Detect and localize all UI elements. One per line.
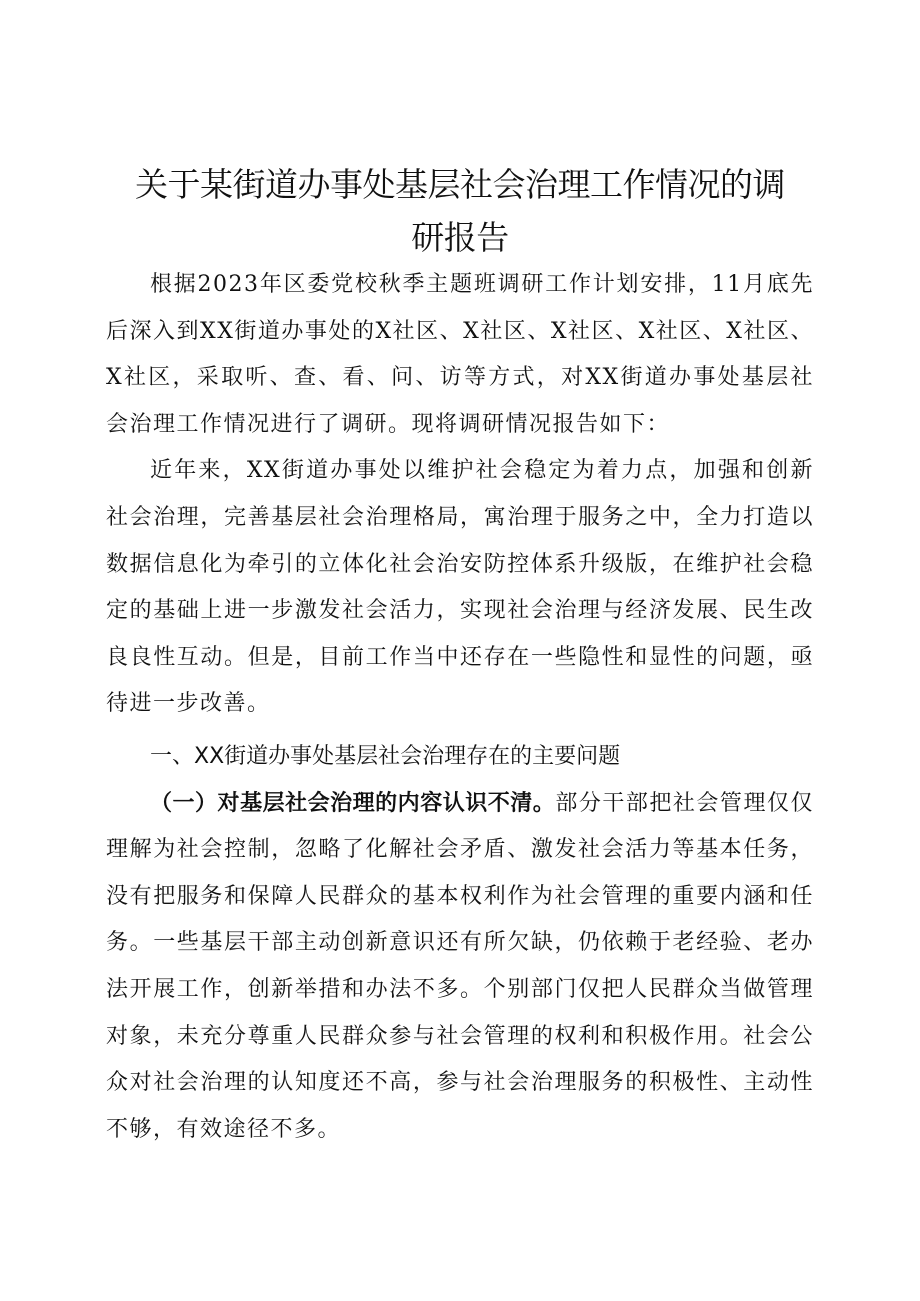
document-title	[110, 158, 810, 264]
subsection-1-heading: （一）对基层社会治理的内容认识不清。	[150, 790, 556, 816]
subsection-1-body: 部分干部把社会管理仅仅理解为社会控制，忽略了化解社会矛盾、激发社会活力等基本任务，没有把服务和保障人民群众的基本权利作为社会管理的重要内涵和任务。一些基层干部主动创新意识还有所欠缺，仍依赖于老经验、老办法开展工作，创新举措和办法不多。个别部门仅把人民群众当做管理对象，未充分尊重人民群众参与社会管理的权利和积极作用。社会公众对社会治理的认知度还不高，参与社会治理服务的积极性、主动性不够，有效途径不多。	[106, 790, 814, 1142]
intro-paragraph: 根据2023年区委党校秋季主题班调研工作计划安排，11月底先后深入到XX街道办事处的X社区、X社区、X社区、X社区、X社区、X社区，采取听、查、看、问、访等方式，对XX街道办事处基层社会治理工作情况进行了调研。现将调研情况报告如下：	[106, 272, 814, 437]
subsection-1-paragraph	[106, 781, 814, 1154]
document-title-line-1: 关于某街道办事处基层社会治理工作情况的调	[135, 165, 785, 204]
document-body	[106, 262, 814, 1153]
overview-paragraph: 近年来，XX街道办事处以维护社会稳定为着力点，加强和创新社会治理，完善基层社会治理格局，寓治理于服务之中，全力打造以数据信息化为牵引的立体化社会治安防控体系升级版，在维护社会稳定的基础上进一步激发社会活力，实现社会治理与经济发展、民生改良良性互动。但是，目前工作当中还存在一些隐性和显性的问题，亟待进一步改善。	[106, 458, 814, 717]
section-heading-1: 一、XX街道办事处基层社会治理存在的主要问题	[150, 743, 621, 769]
document-title-line-2: 研报告	[411, 218, 509, 257]
